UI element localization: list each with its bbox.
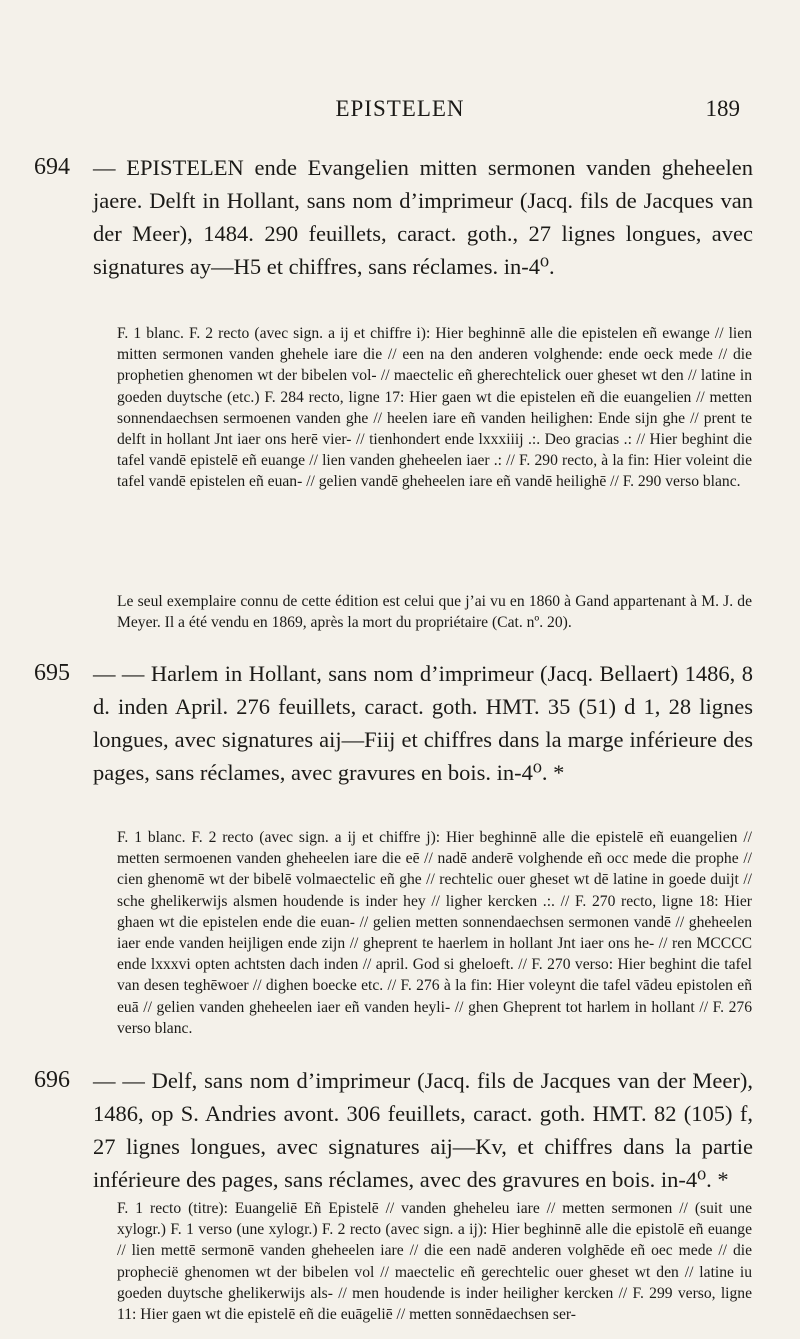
entry-heading: — — Delf, sans nom d’imprimeur (Jacq. fils de Jacques van der Meer), 1486, op S. Andries avont. 306 feuillets, caract. goth. HMT. 82 (105) f, 27 lignes longues, avec signatures aij—Kv, et chiffres dans la partie inférieure des pages, sans réclames, avec des gravures en bois. in-4⁰. * [93,1068,753,1192]
entry-number: 694 [34,154,70,180]
entry-heading: — EPISTELEN ende Evangelien mitten sermonen vanden gheheelen jaere. Delft in Hollant, sans nom d’imprimeur (Jacq. fils de Jacques van der Meer), 1484. 290 feuillets, caract. goth., 27 lignes longues, avec signatures ay—H5 et chiffres, sans réclames. in-4⁰. [93,155,753,279]
entry-heading: — — Harlem in Hollant, sans nom d’imprimeur (Jacq. Bellaert) 1486, 8 d. inden April. 276 feuillets, caract. goth. HMT. 35 (51) d 1, 28 lignes longues, avec signatures aij—Fiij et chiffres dans la marge inférieure des pages, sans réclames, avec gravures en bois. in-4⁰. * [93,661,753,785]
entry-remark: Le seul exemplaire connu de cette édition est celui que j’ai vu en 1860 à Gand appartenant à M. J. de Meyer. Il a été vendu en 1869, après la mort du propriétaire (Cat. nº. 20). [117,593,752,632]
entry-description: F. 1 recto (titre): Euangeliē Eñ Epistelē // vanden gheheleu iare // metten sermonen // (suit une xylogr.) F. 1 verso (une xylogr.) F. 2 recto (avec sign. a ij): Hier beghinnē alle die epistolē eñ euange // lien mettē sermonē vanden gheheelen iare // die een nadē anderen volghēde eñ oec mede // die prophecië ghenomen wt der bibelen vol // maectelic eñ gerechtelic ouer gheset wt den // latine iu goeden duytsche ghelikerwijs als- // men houdende is inder heiligher kercken // F. 299 verso, ligne 11: Hier gaen wt die epistelē eñ die euāgeliē // metten sonnēdaechsen ser- [117,1200,752,1324]
entry-number: 695 [34,660,70,686]
entry-description: F. 1 blanc. F. 2 recto (avec sign. a ij et chiffre i): Hier beghinnē alle die epistelen eñ ewange // lien mitten sermonen vanden ghehele iare die // een na den anderen volghende: ende oeck mede // die prophetien ghenomen wt der bibelen vol- // maectelic eñ gherechtelick ouer gheset wt den // latine in goeden duytsche (etc.) F. 284 recto, ligne 17: Hier gaen wt die epistelen eñ die euangelien // metten sonnendaechsen sermoenen vanden ghe // heelen iare eñ vanden heilighen: Ende sijn ghe // prent te delft in hollant Jnt iaer ons herē vier- // tienhondert ende lxxxiiij .:. Deo gracias .: // Hier beghint die tafel vandē epistelē eñ euange // lien vanden gheheelen iaer .: // F. 290 recto, à la fin: Hier voleint die tafel vandē epistelen eñ euan- // gelien vandē gheheelen iare eñ vandē heilighē // F. 290 verso blanc. [117,325,752,491]
page-number: 189 [705,96,740,121]
running-title: EPISTELEN [335,96,465,121]
entry-description: F. 1 blanc. F. 2 recto (avec sign. a ij et chiffre j): Hier beghinnē alle die epistelē eñ euangelien // metten sermoenen vanden gheheelen iare die eē // nadē anderē volghende eñ occ mede die prophe // cien ghenomē wt der bibelē volmaectelic eñ ghe // rechtelic ouer gheset wt dē latine in goede duijt // sche ghelikerwijs alsmen houdende is inder hey // ligher kercken .:. // F. 270 recto, ligne 18: Hier ghaen wt die epistelen ende die euan- // gelien metten sonnendaechsen sermonen vandē // gheheelen iaer ende vanden heijligen ende zijn // gheprent te haerlem in hollant Jnt iaer ons he- // ren MCCCC ende lxxxvi opten achtsten dach inden // april. God si gheloeft. // F. 270 verso: Hier beghint die tafel van desen teghēwoer // dighen boecke etc. // F. 276 à la fin: Hier voleynt die tafel vādeu epistolen eñ euā // gelien vanden gheheelen iaer eñ vanden heyli- // ghen Gheprent tot harlem in hollant // F. 276 verso blanc. [117,829,752,1037]
running-head [60,96,740,126]
entry-number: 696 [34,1067,70,1093]
